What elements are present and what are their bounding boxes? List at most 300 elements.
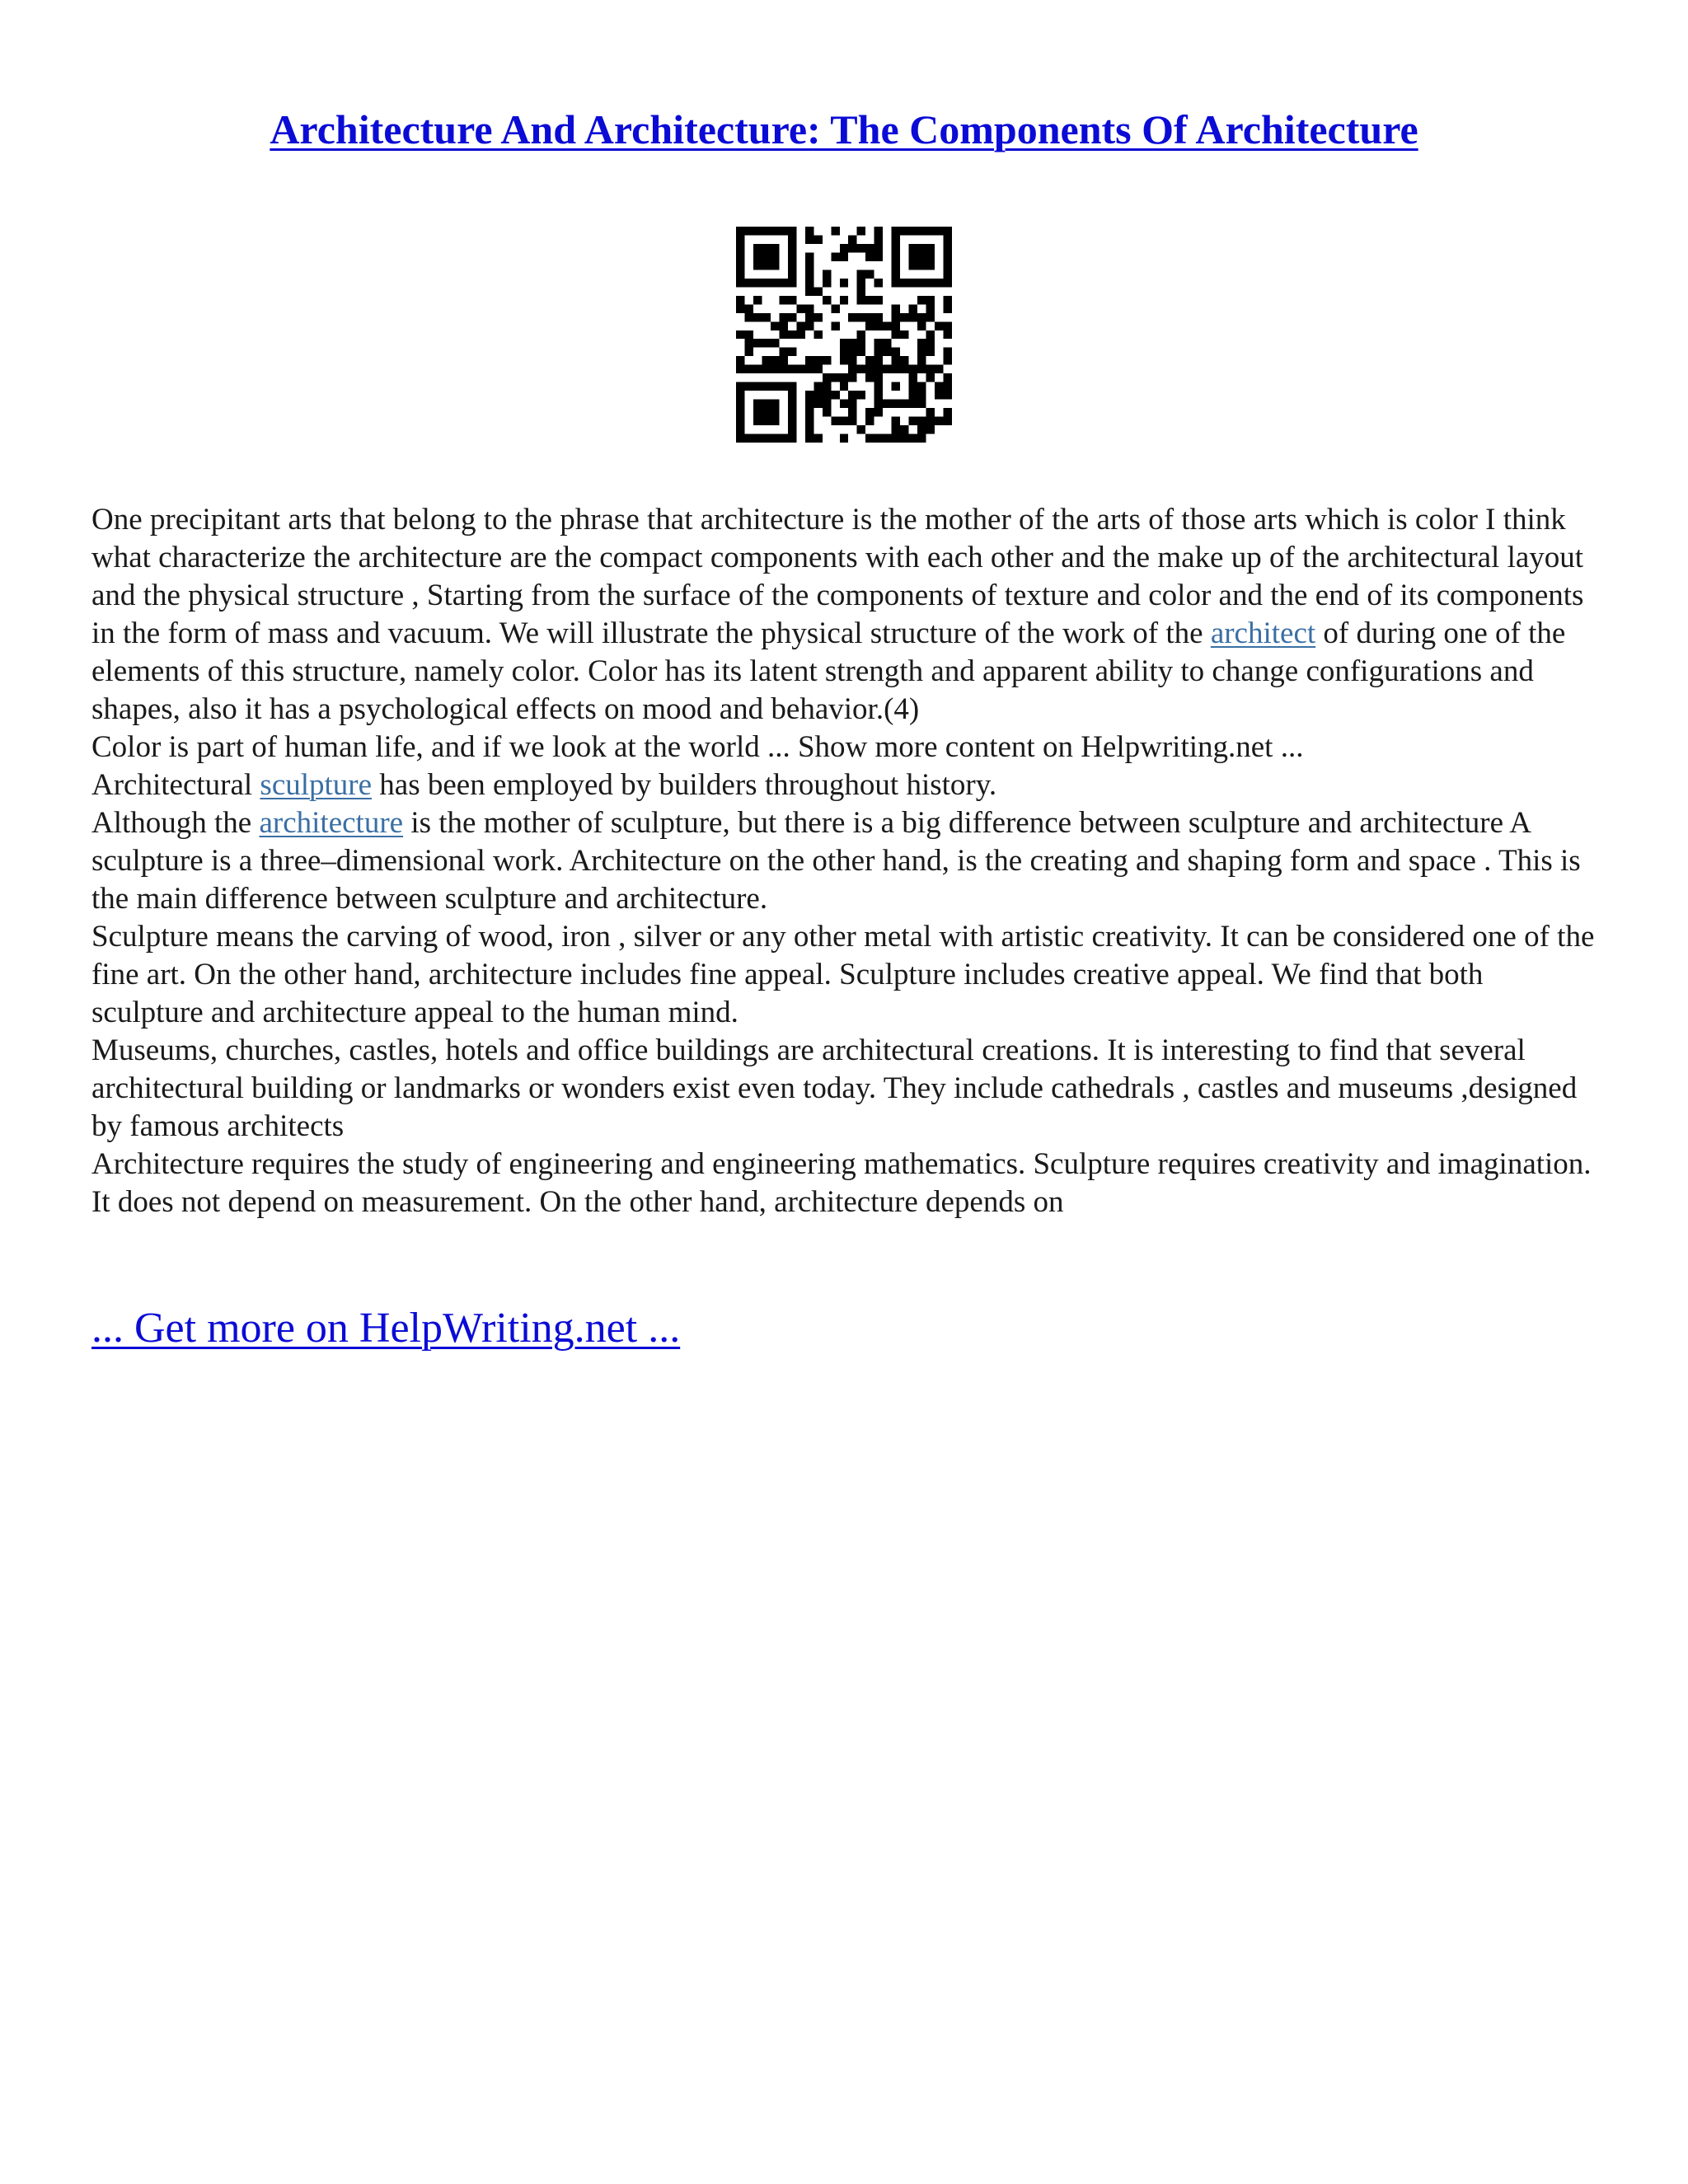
qr-module (753, 279, 762, 287)
qr-module (909, 417, 917, 425)
qr-module (840, 348, 848, 356)
architect-link[interactable]: architect (1210, 616, 1316, 650)
qr-module (926, 244, 935, 252)
qr-module (865, 296, 874, 304)
qr-module (917, 417, 926, 425)
qr-module (900, 365, 908, 373)
qr-module (944, 348, 952, 356)
qr-module (788, 313, 796, 321)
qr-module (753, 227, 762, 235)
qr-module (823, 356, 831, 364)
qr-module (840, 400, 848, 408)
qr-module (865, 269, 874, 278)
qr-module (744, 227, 753, 235)
qr-module (771, 400, 779, 408)
qr-module (771, 261, 779, 269)
qr-module (805, 279, 814, 287)
qr-module (926, 279, 935, 287)
qr-module (874, 408, 883, 416)
qr-module (857, 313, 865, 321)
qr-module (857, 348, 865, 356)
qr-module (857, 244, 865, 252)
qr-module (892, 244, 900, 252)
qr-module (779, 365, 787, 373)
qr-module (892, 356, 900, 364)
qr-module (788, 279, 796, 287)
qr-module (814, 313, 822, 321)
qr-module (744, 279, 753, 287)
qr-module (753, 417, 762, 425)
qr-module (926, 373, 935, 382)
qr-module (944, 244, 952, 252)
qr-module (805, 252, 814, 260)
qr-module (771, 417, 779, 425)
qr-module (736, 365, 744, 373)
qr-module (796, 321, 804, 330)
qr-module (865, 321, 874, 330)
qr-module (935, 227, 943, 235)
qr-module (900, 227, 908, 235)
architecture-link[interactable]: architecture (259, 806, 404, 840)
qr-module (805, 417, 814, 425)
qr-module (736, 261, 744, 269)
qr-module (805, 287, 814, 295)
get-more-link[interactable]: ... Get more on HelpWriting.net ... (91, 1305, 681, 1352)
qr-module (917, 279, 926, 287)
qr-module (788, 365, 796, 373)
qr-module (909, 261, 917, 269)
qr-module (788, 269, 796, 278)
qr-module (917, 321, 926, 330)
qr-module (848, 417, 856, 425)
qr-module (874, 356, 883, 364)
qr-module (805, 425, 814, 434)
qr-module (926, 252, 935, 260)
qr-module (762, 261, 770, 269)
qr-module (805, 313, 814, 321)
qr-module (788, 235, 796, 243)
qr-module (771, 339, 779, 347)
qr-module (865, 313, 874, 321)
qr-module (840, 434, 848, 443)
qr-module (805, 321, 814, 330)
qr-module (917, 313, 926, 321)
qr-module (805, 356, 814, 364)
qr-module (917, 244, 926, 252)
qr-module (874, 279, 883, 287)
qr-module (909, 313, 917, 321)
qr-module (892, 313, 900, 321)
qr-module (814, 287, 822, 295)
qr-module (814, 235, 822, 243)
qr-module (909, 304, 917, 312)
qr-module (883, 434, 891, 443)
qr-module (840, 279, 848, 287)
qr-module (865, 252, 874, 260)
qr-module (883, 365, 891, 373)
qr-module (753, 365, 762, 373)
qr-module (814, 391, 822, 399)
qr-module (779, 348, 787, 356)
qr-module (805, 304, 814, 312)
paragraph-3 (91, 766, 1600, 804)
paragraph-5: Sculpture means the carving of wood, iron , silver or any other metal with artistic creativity. It can be considered one of the fine art. On the other hand, architecture includes fine appeal. Sculpture includes creative appeal. We find that both sculpture and architecture appeal to the human mind. (91, 920, 1595, 1029)
qr-module (814, 365, 822, 373)
qr-module (736, 425, 744, 434)
qr-module (788, 400, 796, 408)
qr-module (753, 382, 762, 391)
qr-module (805, 365, 814, 373)
qr-module (857, 269, 865, 278)
qr-module (857, 279, 865, 287)
qr-module (865, 434, 874, 443)
qr-module (944, 296, 952, 304)
qr-module (909, 400, 917, 408)
qr-module (796, 330, 804, 339)
qr-module (900, 313, 908, 321)
qr-module (909, 227, 917, 235)
qr-module (848, 400, 856, 408)
qr-module (753, 296, 762, 304)
qr-module (753, 339, 762, 347)
qr-module (857, 287, 865, 295)
qr-module (892, 279, 900, 287)
paragraph-4-text-a: Although the (91, 806, 260, 840)
qr-module (917, 365, 926, 373)
qr-module (944, 321, 952, 330)
qr-module (909, 252, 917, 260)
qr-module (909, 373, 917, 382)
qr-module (917, 227, 926, 235)
qr-module (944, 382, 952, 391)
qr-module (823, 400, 831, 408)
qr-module (805, 269, 814, 278)
qr-module (848, 348, 856, 356)
qr-module (874, 313, 883, 321)
qr-module (771, 434, 779, 443)
qr-module (900, 400, 908, 408)
qr-module (926, 425, 935, 434)
qr-module (857, 339, 865, 347)
qr-module (917, 356, 926, 364)
qr-module (857, 227, 865, 235)
qr-module (831, 417, 839, 425)
qr-module (892, 382, 900, 391)
qr-module (892, 417, 900, 425)
qr-module (796, 304, 804, 312)
qr-module (917, 252, 926, 260)
qr-module (831, 391, 839, 399)
qr-module (892, 261, 900, 269)
paragraph-4-text-b: is the mother of sculpture, but there is a big difference between sculpture and architecture A sculpture is a three–dimensional work. Architecture on the other hand, is the creating and shaping form and space . This is the main difference between sculpture and architecture. (91, 806, 1581, 916)
qr-module (874, 348, 883, 356)
qr-module (779, 279, 787, 287)
paragraph-3-text-a: Architectural (91, 768, 260, 802)
qr-module (823, 373, 831, 382)
qr-module (736, 304, 744, 312)
qr-module (823, 296, 831, 304)
qr-module (926, 417, 935, 425)
qr-module (848, 235, 856, 243)
qr-module (909, 365, 917, 373)
qr-module (831, 304, 839, 312)
qr-module (831, 227, 839, 235)
qr-module (944, 261, 952, 269)
qr-module (883, 339, 891, 347)
qr-module (736, 408, 744, 416)
qr-module (762, 365, 770, 373)
qr-module (926, 227, 935, 235)
qr-module (944, 279, 952, 287)
qr-module (944, 330, 952, 339)
qr-module (909, 434, 917, 443)
qr-module (736, 296, 744, 304)
qr-module (788, 382, 796, 391)
qr-module (831, 321, 839, 330)
qr-module (736, 417, 744, 425)
qr-module (857, 365, 865, 373)
qr-module (944, 373, 952, 382)
qr-module (917, 425, 926, 434)
qr-module (848, 365, 856, 373)
qr-module (857, 425, 865, 434)
qr-module (771, 356, 779, 364)
qr-module (926, 365, 935, 373)
qr-module (762, 356, 770, 364)
paragraph-4 (91, 804, 1600, 918)
qr-module (744, 365, 753, 373)
qr-module (848, 244, 856, 252)
qr-module (753, 261, 762, 269)
paragraph-1-text-b: of during one of the elements of this structure, namely color. Color has its latent strength and apparent ability to change configurations and shapes, also it has a psychological effects on mood and behavior.(4) (91, 616, 1566, 726)
qr-module (874, 252, 883, 260)
qr-module (944, 235, 952, 243)
qr-module (840, 417, 848, 425)
qr-module (926, 304, 935, 312)
qr-module (874, 321, 883, 330)
qr-module (935, 382, 943, 391)
qr-module (744, 339, 753, 347)
qr-module (926, 348, 935, 356)
qr-module (865, 244, 874, 252)
qr-module (814, 382, 822, 391)
qr-module (814, 434, 822, 443)
qr-module (788, 417, 796, 425)
qr-module (840, 356, 848, 364)
qr-module (744, 348, 753, 356)
qr-module (917, 434, 926, 443)
qr-module (892, 321, 900, 330)
qr-module (771, 382, 779, 391)
qr-module (926, 330, 935, 339)
qr-module (935, 279, 943, 287)
qr-module (788, 348, 796, 356)
qr-module (779, 296, 787, 304)
paragraph-1 (91, 501, 1600, 729)
qr-module (753, 244, 762, 252)
qr-module (944, 391, 952, 399)
qr-module (909, 244, 917, 252)
qr-module (865, 365, 874, 373)
qr-module (892, 252, 900, 260)
qr-module (892, 400, 900, 408)
qr-module (762, 434, 770, 443)
paragraph-2: Color is part of human life, and if we look at the world ... Show more content on Helpwriting.net ... (91, 730, 1304, 764)
qr-module (762, 417, 770, 425)
qr-module (944, 417, 952, 425)
qr-module (935, 391, 943, 399)
qr-module (779, 330, 787, 339)
qr-module (865, 408, 874, 416)
sculpture-link[interactable]: sculpture (260, 768, 373, 802)
qr-module (917, 391, 926, 399)
qr-module (874, 296, 883, 304)
qr-module (917, 382, 926, 391)
qr-module (788, 434, 796, 443)
qr-module (944, 356, 952, 364)
paragraph-1-text-a: One precipitant arts that belong to the phrase that architecture is the mother of the arts of those arts which is color I think what characterize the architecture are the compact components with each other and the make up of the architectural layout and the physical structure , Starting from the surface of the components of texture and color and the end of its components in the form of mass and vacuum. We will illustrate the physical structure of the work of the (91, 503, 1584, 650)
qr-module (935, 417, 943, 425)
qr-module (874, 244, 883, 252)
qr-module (788, 330, 796, 339)
qr-module (874, 400, 883, 408)
qr-module (788, 227, 796, 235)
qr-module (883, 400, 891, 408)
qr-module (744, 304, 753, 312)
qr-module (779, 321, 787, 330)
qr-module (944, 269, 952, 278)
qr-module (779, 227, 787, 235)
qr-module (926, 296, 935, 304)
qr-module (788, 391, 796, 399)
qr-module (788, 408, 796, 416)
qr-module (865, 356, 874, 364)
qr-module (771, 365, 779, 373)
qr-module (892, 330, 900, 339)
document-title-link[interactable]: Architecture And Architecture: The Components Of Architecture (270, 106, 1418, 152)
qr-module (736, 356, 744, 364)
qr-module (900, 425, 908, 434)
qr-module (736, 400, 744, 408)
qr-module (823, 269, 831, 278)
qr-module (848, 313, 856, 321)
qr-module (926, 408, 935, 416)
qr-module (788, 252, 796, 260)
qr-module (736, 279, 744, 287)
qr-module (823, 408, 831, 416)
qr-module (874, 382, 883, 391)
qr-module (762, 244, 770, 252)
qr-module (788, 425, 796, 434)
qr-module (736, 434, 744, 443)
qr-module (736, 391, 744, 399)
qr-module (762, 313, 770, 321)
qr-module (840, 373, 848, 382)
qr-module (779, 356, 787, 364)
qr-module (909, 382, 917, 391)
qr-module (805, 261, 814, 269)
qr-module (917, 339, 926, 347)
qr-module (944, 408, 952, 416)
qr-module (736, 382, 744, 391)
qr-module (788, 296, 796, 304)
qr-module (892, 269, 900, 278)
qr-module (857, 391, 865, 399)
qr-module (814, 330, 822, 339)
qr-module (892, 365, 900, 373)
qr-module (736, 244, 744, 252)
qr-module (753, 434, 762, 443)
qr-module (935, 321, 943, 330)
qr-module (771, 321, 779, 330)
qr-module (753, 313, 762, 321)
qr-module (944, 227, 952, 235)
qr-module (788, 261, 796, 269)
qr-module (744, 313, 753, 321)
qr-module (753, 400, 762, 408)
qr-module (848, 373, 856, 382)
qr-module (771, 244, 779, 252)
qr-module (892, 304, 900, 312)
qr-code-image (736, 227, 952, 443)
qr-module (848, 339, 856, 347)
qr-module (848, 391, 856, 399)
qr-module (892, 434, 900, 443)
qr-module (736, 235, 744, 243)
qr-module (857, 296, 865, 304)
qr-module (736, 252, 744, 260)
qr-module (926, 261, 935, 269)
qr-module (823, 279, 831, 287)
qr-module (796, 365, 804, 373)
qr-module (753, 408, 762, 416)
qr-module (779, 313, 787, 321)
qr-module (900, 279, 908, 287)
qr-module (874, 391, 883, 399)
qr-module (771, 252, 779, 260)
qr-module (874, 373, 883, 382)
title-container (0, 105, 1688, 153)
qr-module (831, 252, 839, 260)
paragraph-3-text-b: has been employed by builders throughout history. (372, 768, 997, 802)
qr-module (840, 252, 848, 260)
qr-module (805, 408, 814, 416)
qr-module (892, 348, 900, 356)
qr-module (883, 348, 891, 356)
qr-module (874, 235, 883, 243)
qr-module (762, 227, 770, 235)
qr-module (917, 400, 926, 408)
paragraph-6: Museums, churches, castles, hotels and office buildings are architectural creations. It is interesting to find that several architectural building or landmarks or wonders exist even today. They include cathedrals , castles and museums ,designed by famous architects (91, 1033, 1578, 1143)
qr-module (883, 321, 891, 330)
qr-module (744, 434, 753, 443)
qr-module (805, 434, 814, 443)
qr-module (762, 279, 770, 287)
qr-module (771, 408, 779, 416)
qr-module (840, 244, 848, 252)
qr-module (736, 227, 744, 235)
qr-module (944, 304, 952, 312)
qr-module (848, 408, 856, 416)
qr-module (892, 227, 900, 235)
qr-module (874, 365, 883, 373)
qr-module (917, 261, 926, 269)
qr-module (762, 408, 770, 416)
qr-module (805, 227, 814, 235)
qr-module (823, 391, 831, 399)
qr-module (771, 279, 779, 287)
qr-module (926, 339, 935, 347)
